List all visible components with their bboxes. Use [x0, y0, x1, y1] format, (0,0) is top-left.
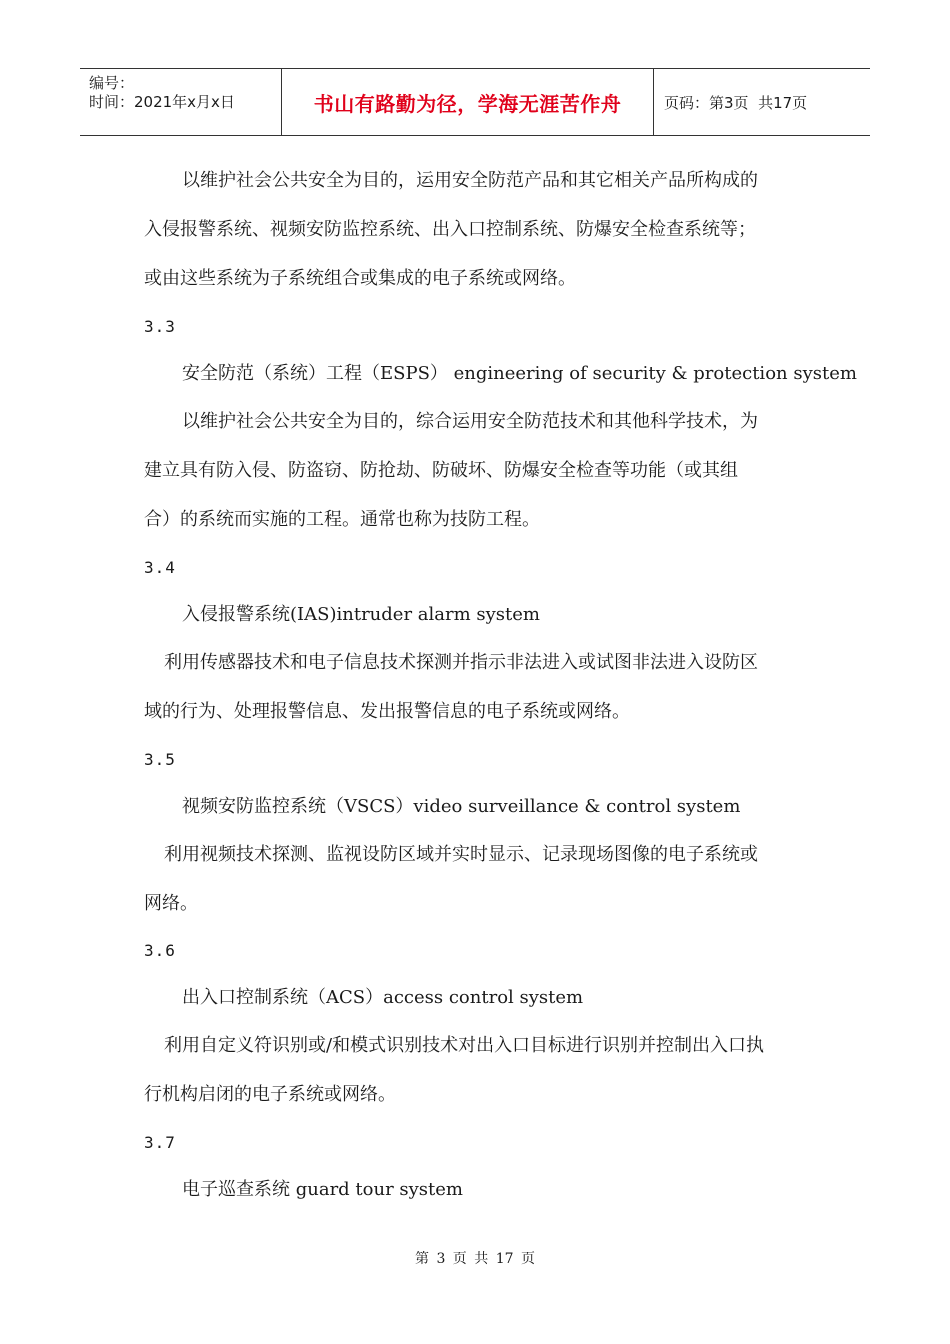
- body-line: 以维护社会公共安全为目的，运用安全防范产品和其它相关产品所构成的: [182, 170, 758, 191]
- term-heading: 视频安防监控系统（VSCS）video surveillance & control system: [182, 796, 741, 817]
- document-number-label: 编号：: [89, 74, 135, 92]
- section-number: 3.5: [144, 750, 176, 769]
- body-line: 以维护社会公共安全为目的，综合运用安全防范技术和其他科学技术，为: [182, 411, 758, 432]
- body-line: 建立具有防入侵、防盗窃、防抢劫、防破坏、防爆安全检查等功能（或其组: [144, 460, 738, 481]
- body-line: 域的行为、处理报警信息、发出报警信息的电子系统或网络。: [144, 701, 630, 722]
- header-page-info: 页码：第3页 共17页: [664, 93, 808, 112]
- term-heading: 电子巡查系统 guard tour system: [182, 1179, 464, 1200]
- body-line: 行机构启闭的电子系统或网络。: [144, 1084, 396, 1105]
- term-heading: 出入口控制系统（ACS）access control system: [182, 987, 584, 1008]
- section-number: 3.4: [144, 558, 176, 577]
- term-heading: 安全防范（系统）工程（ESPS） engineering of security & protection system: [182, 363, 857, 384]
- body-line: 网络。: [144, 893, 198, 914]
- page-header: [80, 68, 870, 136]
- section-number: 3.7: [144, 1133, 176, 1152]
- section-number: 3.6: [144, 941, 176, 960]
- body-line: 利用传感器技术和电子信息技术探测并指示非法进入或试图非法进入设防区: [164, 652, 758, 673]
- body-line: 利用自定义符识别或/和模式识别技术对出入口目标进行识别并控制出入口执: [164, 1035, 765, 1056]
- header-motto: 书山有路勤为径，学海无涯苦作舟: [313, 91, 622, 116]
- body-line: 合）的系统而实施的工程。通常也称为技防工程。: [144, 509, 540, 530]
- body-line: 入侵报警系统、视频安防监控系统、出入口控制系统、防爆安全检查系统等；: [144, 219, 756, 240]
- term-heading: 入侵报警系统(IAS)intruder alarm system: [182, 604, 540, 625]
- header-motto-cell: [282, 69, 654, 135]
- body-line: 或由这些系统为子系统组合或集成的电子系统或网络。: [144, 268, 576, 289]
- page-footer: 第 3 页 共 17 页: [415, 1251, 535, 1267]
- body-line: 利用视频技术探测、监视设防区域并实时显示、记录现场图像的电子系统或: [164, 844, 758, 865]
- section-number: 3.3: [144, 317, 176, 336]
- document-date: 时间：2021年x月x日: [89, 93, 235, 111]
- header-meta: [80, 69, 282, 135]
